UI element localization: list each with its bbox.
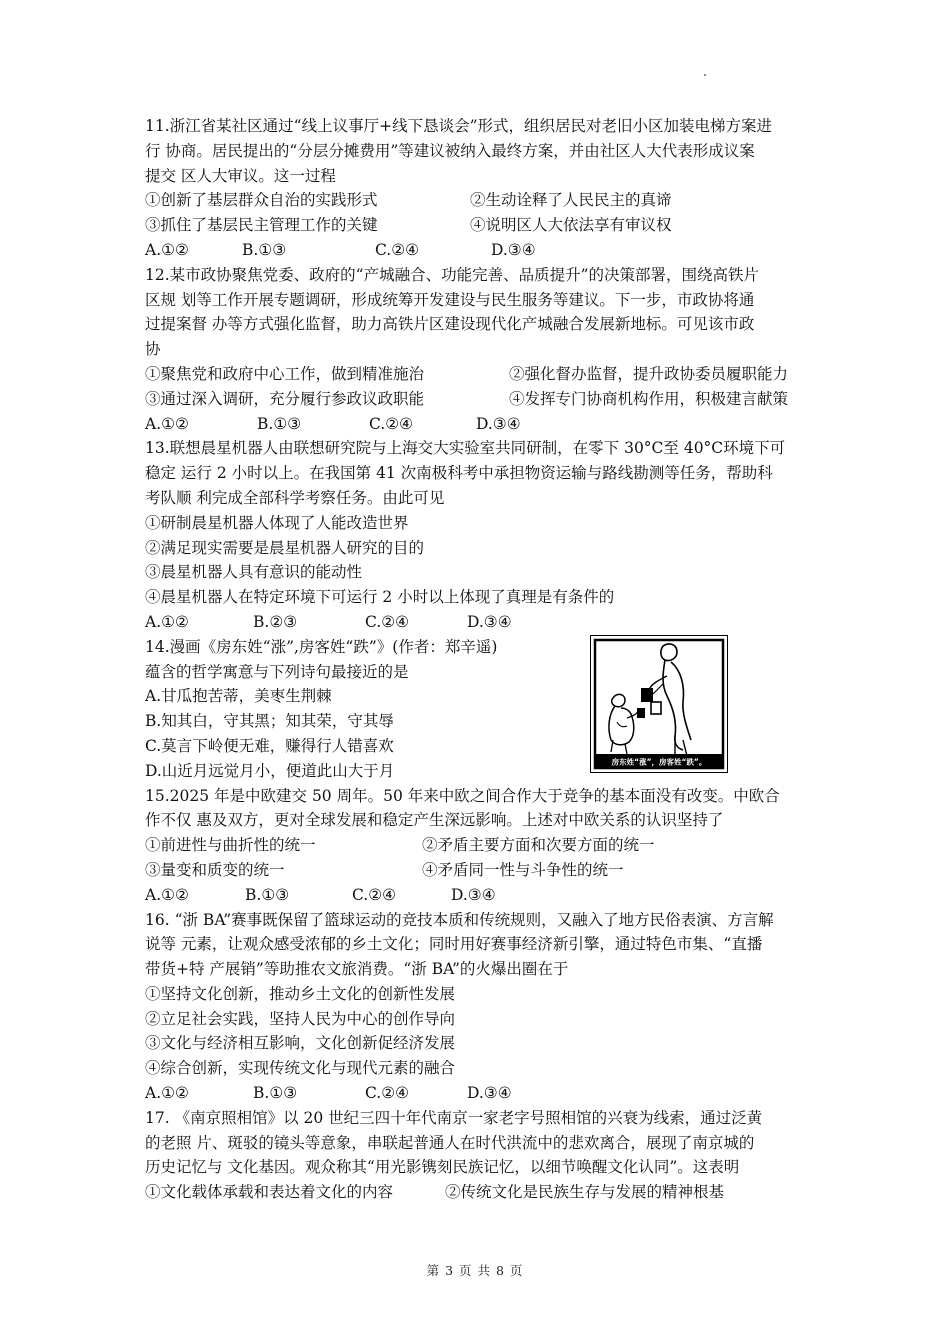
choice-c: C.②④ (352, 885, 397, 904)
statement: ④晨星机器人在特定环境下可运行 2 小时以上体现了真理是有条件的 (145, 588, 615, 607)
choice-row (145, 238, 813, 263)
choice-d: D.③④ (476, 414, 521, 433)
choice-c: C.②④ (369, 414, 414, 433)
question-14 (145, 635, 813, 784)
choice-row (145, 1081, 813, 1106)
statement-row (145, 387, 813, 412)
question-text: 说等 元素，让观众感受浓郁的乡土文化；同时用好赛事经济新引擎，通过特色市集、“直播 (145, 935, 763, 954)
statement: ②满足现实需要是晨星机器人研究的目的 (145, 538, 425, 557)
question-text: 11.浙江省某社区通过“线上议事厅+线下恳谈会”形式，组织居民对老旧小区加装电梯方案进 (145, 117, 772, 135)
question-text: 作不仅 惠及双方，更对全球发展和稳定产生深远影响。上述对中欧关系的认识坚持了 (145, 811, 724, 830)
answer-option: D.山近月远觉月小，便道此山大于月 (145, 761, 395, 780)
choice-a: A.①② (145, 885, 189, 904)
statement: ②生动诠释了人民民主的真谛 (470, 191, 672, 210)
question-text: 考队顺 利完成全部科学考察任务。由此可见 (145, 488, 445, 507)
scan-dot (704, 74, 706, 76)
statement: ③文化与经济相互影响，文化创新促经济发展 (145, 1034, 456, 1053)
question-text: 历史记忆与 文化基因。观众称其“用光影镌刻民族记忆，以细节唤醒文化认同”。这表明 (145, 1158, 740, 1177)
statement: ③晨星机器人具有意识的能动性 (145, 563, 363, 582)
statement: ③通过深入调研，充分履行参政议政职能 (145, 389, 425, 408)
choice-a: A.①② (145, 612, 189, 631)
cartoon-caption: 房东姓“涨”，房客姓“跌”。 (611, 757, 707, 767)
question-text: 行 协商。居民提出的“分层分摊费用”等建议被纳入最终方案，并由社区人大代表形成议案 (145, 141, 755, 160)
question-text: 蕴含的哲学寓意与下列诗句最接近的是 (145, 662, 409, 681)
statement: ②传统文化是民族生存与发展的精神根基 (445, 1183, 725, 1202)
answer-option: B.知其白，守其黑；知其荣，守其辱 (145, 712, 394, 731)
question-13 (145, 436, 813, 634)
question-text: 13.联想晨星机器人由联想研究院与上海交大实验室共同研制，在零下 30°C至 40°C环境下可 (145, 439, 786, 458)
choice-a: A.①② (145, 1084, 189, 1103)
choice-row (145, 412, 813, 437)
choice-b: B.①③ (257, 414, 302, 433)
question-text: 12.某市政协聚焦党委、政府的“产城融合、功能完善、品质提升”的决策部署，围绕高铁片 (145, 265, 760, 284)
question-text: 过提案督 办等方式强化监督，助力高铁片区建设现代化产城融合发展新地标。可见该市政 (145, 315, 755, 334)
statement: ④矛盾同一性与斗争性的统一 (422, 860, 624, 879)
statement: ②矛盾主要方面和次要方面的统一 (422, 836, 655, 855)
choice-c: C.②④ (365, 1084, 410, 1103)
statement: ①创新了基层群众自治的实践形式 (145, 191, 378, 210)
page-number: 第 3 页 共 8 页 (426, 1263, 524, 1278)
choice-b: B.①③ (242, 240, 287, 259)
question-15 (145, 784, 813, 908)
choice-b: B.①③ (253, 1084, 298, 1103)
question-12 (145, 263, 813, 437)
question-text: 带货+特 产展销”等助推农文旅消费。“浙 BA”的火爆出圈在于 (145, 960, 569, 979)
statement: ②强化督办监督，提升政协委员履职能力 (509, 364, 789, 383)
choice-d: D.③④ (467, 612, 512, 631)
statement: ①坚持文化创新，推动乡土文化的创新性发展 (145, 984, 456, 1003)
choice-d: D.③④ (451, 885, 496, 904)
question-text: 协 (145, 340, 161, 359)
choice-a: A.①② (145, 414, 189, 433)
choice-row (145, 610, 813, 635)
question-text: 16. “浙 BA”赛事既保留了篮球运动的竞技本质和传统规则，又融入了地方民俗表演、方言解 (145, 910, 774, 929)
choice-d: D.③④ (467, 1084, 512, 1103)
statement-row (145, 858, 813, 883)
statement-row (145, 188, 813, 213)
choice-b: B.①③ (245, 885, 290, 904)
answer-option: C.莫言下岭便无难，赚得行人错喜欢 (145, 736, 394, 755)
statement: ④说明区人大依法享有审议权 (470, 216, 672, 235)
choice-c: C.②④ (375, 240, 420, 259)
statement: ③抓住了基层民主管理工作的关键 (145, 216, 378, 235)
question-text: 17. 《南京照相馆》以 20 世纪三四十年代南京一家老字号照相馆的兴衰为线索，通过泛黄 (145, 1108, 763, 1127)
question-17 (145, 1106, 813, 1205)
answer-option: A.甘瓜抱苦蒂，美枣生荆棘 (145, 687, 332, 706)
question-text: 15.2025 年是中欧建交 50 周年。50 年来中欧之间合作大于竞争的基本面没有改变。中欧合 (145, 786, 780, 805)
statement: ①研制晨星机器人体现了人能改造世界 (145, 513, 409, 532)
statement: ①前进性与曲折性的统一 (145, 836, 316, 855)
question-16 (145, 908, 813, 1106)
statement: ④综合创新，实现传统文化与现代元素的融合 (145, 1059, 456, 1078)
question-text: 14.漫画《房东姓“涨”,房客姓“跌”》(作者：郑辛遥) (145, 637, 498, 656)
choice-d: D.③④ (491, 240, 536, 259)
choice-a: A.①② (145, 240, 189, 259)
statement-row (145, 1180, 813, 1205)
statement: ①文化载体承载和表达着文化的内容 (145, 1183, 394, 1202)
question-text: 的老照 片、斑驳的镜头等意象，串联起普通人在时代洪流中的悲欢离合，展现了南京城的 (145, 1133, 755, 1152)
choice-c: C.②④ (365, 612, 410, 631)
page-content (145, 114, 813, 1205)
choice-row (145, 883, 813, 908)
question-text: 提交 区人大审议。这一过程 (145, 166, 336, 185)
cartoon-image (590, 635, 728, 773)
cartoon-drawing (591, 636, 727, 772)
statement: ①聚焦党和政府中心工作，做到精准施治 (145, 364, 425, 383)
statement-row (145, 362, 813, 387)
statement: ④发挥专门协商机构作用，积极建言献策 (509, 389, 789, 408)
statement-row (145, 213, 813, 238)
statement: ②立足社会实践，坚持人民为中心的创作导向 (145, 1009, 456, 1028)
question-text: 区规 划等工作开展专题调研，形成统筹开发建设与民生服务等建议。下一步，市政协将通 (145, 290, 755, 309)
statement: ③量变和质变的统一 (145, 860, 285, 879)
statement-row (145, 833, 813, 858)
question-text: 稳定 运行 2 小时以上。在我国第 41 次南极科考中承担物资运输与路线勘测等任务，帮助科 (145, 464, 773, 483)
question-11 (145, 114, 813, 263)
choice-b: B.②③ (253, 612, 298, 631)
